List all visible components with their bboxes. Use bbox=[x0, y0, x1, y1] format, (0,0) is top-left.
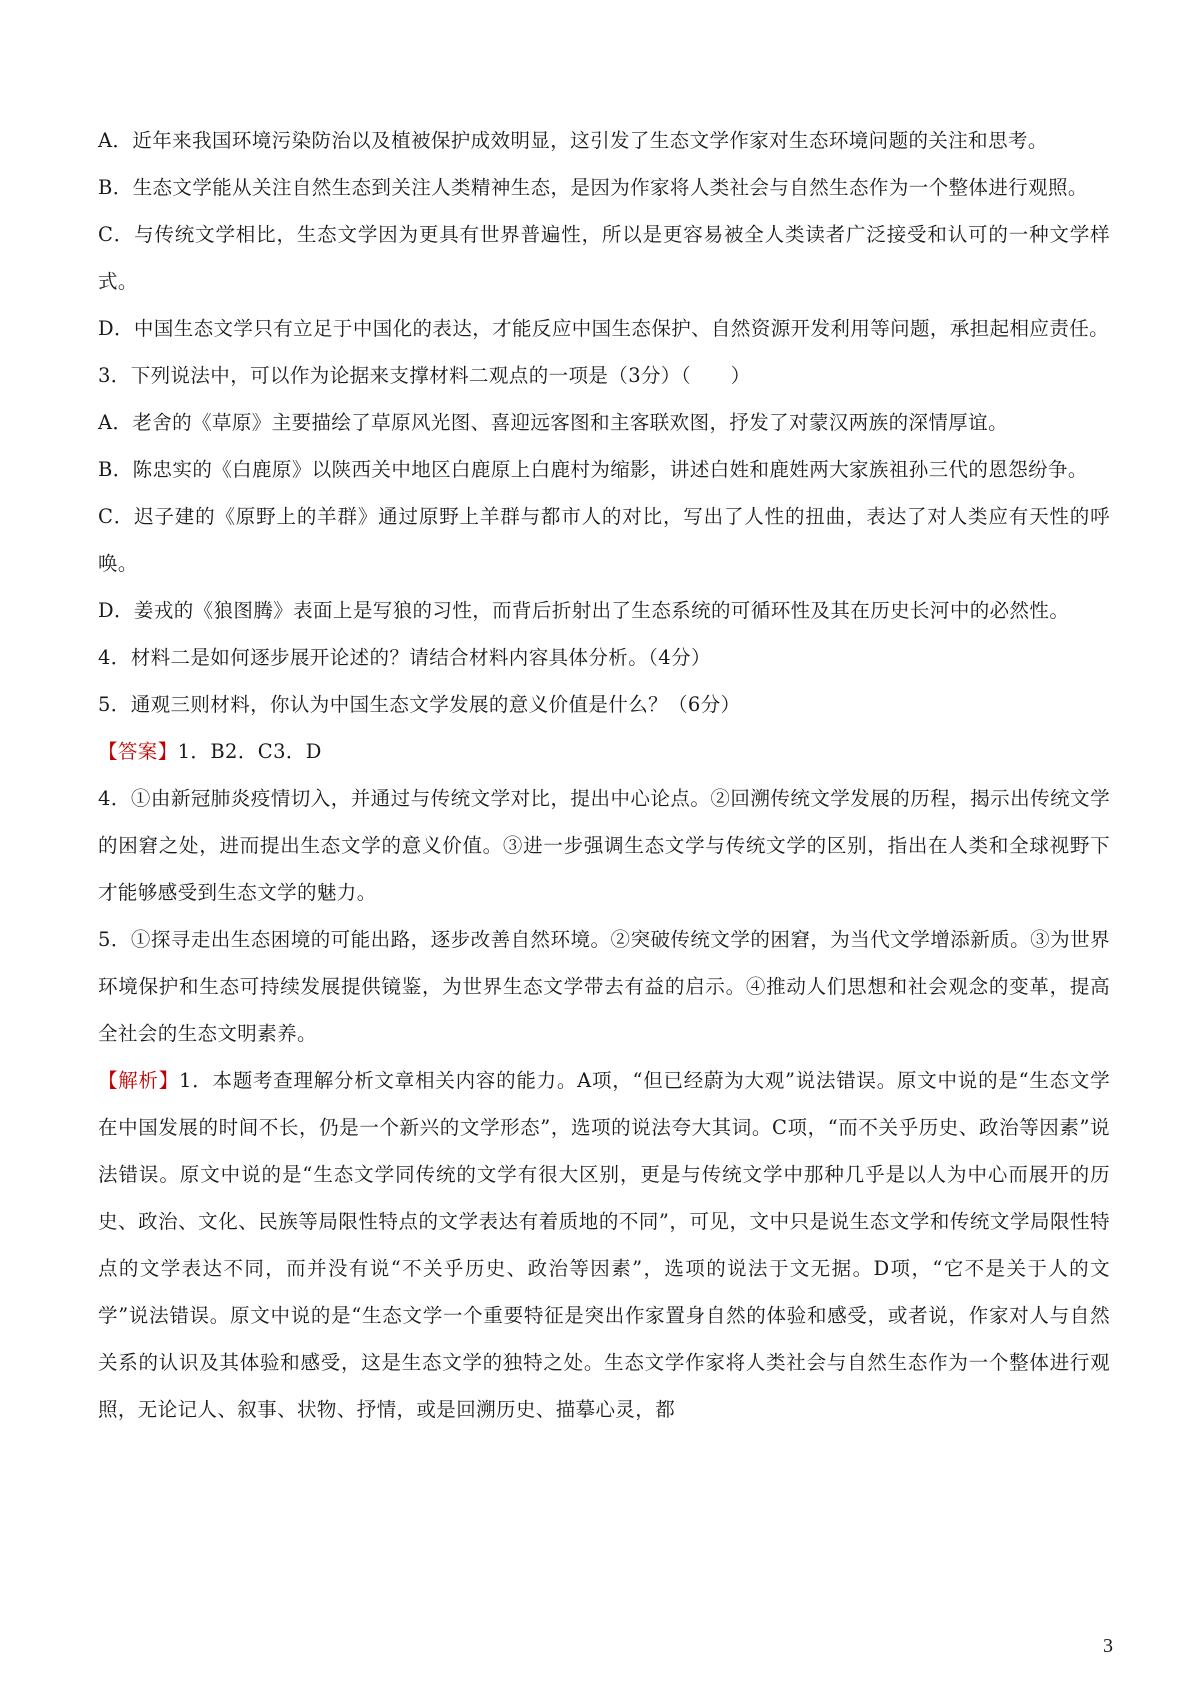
option-c-paragraph: C．与传统文学相比，生态文学因为更具有世界普遍性，所以是更容易被全人类读者广泛接受和认可的一种文学样式。 bbox=[98, 223, 1110, 293]
answer-5-paragraph: 5．①探寻走出生态困境的可能出路，逐步改善自然环境。②突破传统文学的困窘，为当代文学增添新质。③为世界环境保护和生态可持续发展提供镜鉴，为世界生态文学带去有益的启示。④推动人们思想和社会观念的变革，提高全社会的生态文明素养。 bbox=[98, 928, 1110, 1045]
question-4: 4．材料二是如何逐步展开论述的？请结合材料内容具体分析。（4分） bbox=[98, 646, 711, 669]
q3-option-c: C．迟子建的《原野上的羊群》通过原野上羊群与都市人的对比，写出了人性的扭曲，表达了对人类应有天性的呼唤。 bbox=[98, 505, 1110, 575]
q3-option-b: B．陈忠实的《白鹿原》以陕西关中地区白鹿原上白鹿村为缩影，讲述白姓和鹿姓两大家族祖孙三代的恩怨纷争。 bbox=[98, 458, 1088, 481]
document-body bbox=[98, 117, 1110, 1433]
option-d-paragraph: D．中国生态文学只有立足于中国化的表达，才能反应中国生态保护、自然资源开发利用等问题，承担起相应责任。 bbox=[98, 317, 1110, 340]
page-number: 3 bbox=[1103, 1635, 1113, 1657]
q3-option-a: A．老舍的《草原》主要描绘了草原风光图、喜迎远客图和主客联欢图，抒发了对蒙汉两族的深情厚谊。 bbox=[98, 411, 1008, 434]
option-a-paragraph: A．近年来我国环境污染防治以及植被保护成效明显，这引发了生态文学作家对生态环境问题的关注和思考。 bbox=[98, 129, 1048, 152]
analysis-text: 1．本题考查理解分析文章相关内容的能力。A项，“但已经蔚为大观”说法错误。原文中说的是“生态文学在中国发展的时间不长，仍是一个新兴的文学形态”，选项的说法夸大其词。C项，“而不关乎历史、政治等因素”说法错误。原文中说的是“生态文学同传统的文学有很大区别，更是与传统文学中那种几乎是以人为中心而展开的历史、政治、文化、民族等局限性特点的文学表达有着质地的不同”，可见，文中只是说生态文学和传统文学局限性特点的文学表达不同，而并没有说“不关乎历史、政治等因素”，选项的说法于文无据。D项，“它不是关于人的文学”说法错误。原文中说的是“生态文学一个重要特征是突出作家置身自然的体验和感受，或者说，作家对人与自然关系的认识及其体验和感受，这是生态文学的独特之处。生态文学作家将人类社会与自然生态作为一个整体进行观照，无论记人、叙事、状物、抒情，或是回溯历史、描摹心灵，都 bbox=[98, 1069, 1110, 1421]
q3-option-d: D．姜戎的《狼图腾》表面上是写狼的习性，而背后折射出了生态系统的可循环性及其在历史长河中的必然性。 bbox=[98, 599, 1070, 622]
answer-text: 1．B2．C3．D bbox=[177, 740, 322, 763]
analysis-paragraph bbox=[98, 1057, 1110, 1433]
analysis-tag: 【解析】 bbox=[98, 1069, 180, 1092]
question-3: 3．下列说法中，可以作为论据来支撑材料二观点的一项是（3分）（ ） bbox=[98, 364, 751, 387]
answer-4-paragraph: 4．①由新冠肺炎疫情切入，并通过与传统文学对比，提出中心论点。②回溯传统文学发展的历程，揭示出传统文学的困窘之处，进而提出生态文学的意义价值。③进一步强调生态文学与传统文学的区别，指出在人类和全球视野下才能够感受到生态文学的魅力。 bbox=[98, 787, 1110, 904]
option-b-paragraph: B．生态文学能从关注自然生态到关注人类精神生态，是因为作家将人类社会与自然生态作为一个整体进行观照。 bbox=[98, 176, 1088, 199]
question-5: 5．通观三则材料，你认为中国生态文学发展的意义价值是什么？（6分） bbox=[98, 693, 741, 716]
answer-paragraph bbox=[98, 728, 1110, 775]
answer-tag: 【答案】 bbox=[98, 740, 178, 763]
